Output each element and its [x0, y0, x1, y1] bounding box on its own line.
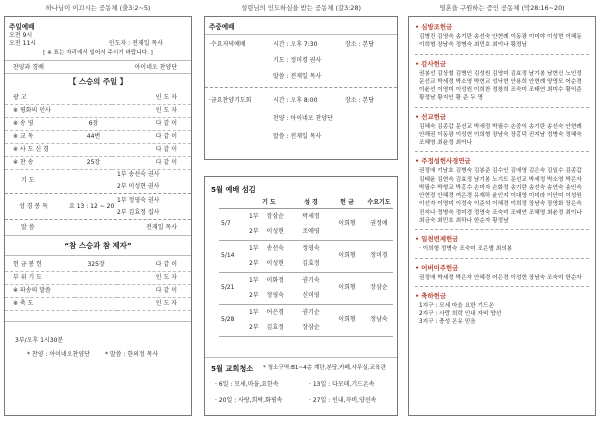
offering-section-names: · 이희형 정병숙 조숙미 조은별 최의봉 — [419, 246, 513, 253]
may-bible-1: 정영숙 — [302, 244, 320, 252]
may-date: 5/21 — [219, 272, 245, 304]
may-part: 2부 — [249, 260, 259, 267]
weekday-title: 주중예배 — [209, 23, 235, 31]
may-prayer-1: 송선숙 — [266, 244, 284, 252]
offering-section-names: 권정애 기남호 김병숙 김봉준 김수인 김애영 김은숙 김일수 김종갑 김태윤 김현숙 김효정 남기봉 노기도 문선교 박세정 박소영 박은자 박필수 박형교 박홍수 손미자 손화정 송기란 송선숙 송연숙 송인숙 안현정 안혜경 여은경 유재하 윤인지 이대영 이미라 이안미 이성원 이선자 이영미 이정숙 이준석 이혜경 이희정 장남숙 장영화 장은숙 진지나 정병숙 정미경 정영숙 조숙미 조태연 조혜영 최윤정 최이나 최금숙 최민호 최하나 한순자 황정남 — [419, 168, 582, 224]
wed-word: 말씀 : 전재일 목사 — [273, 73, 322, 80]
may-part: 1부 — [249, 212, 259, 220]
cleaning-row-2b: · 27일 : 인내,자비,양선속 — [309, 397, 377, 404]
fri-place: 장소 : 본당 — [345, 97, 375, 104]
offering-section — [415, 235, 589, 258]
service-leader: 인도자 : 전재일 목사 — [108, 40, 163, 47]
may-header-wed: 수요기도 — [367, 198, 391, 206]
order-item-leader: 인 도 자 — [112, 91, 191, 104]
may-prayer-2: 이성현 — [266, 228, 284, 235]
order-item-number — [75, 297, 117, 310]
may-part: 2부 — [249, 292, 259, 299]
offering-section-names: 김병진 김영숙 송기란 송선숙 안현례 이동광 이미야 이성현 이혜동 이희형 장남숙 정병숙 최민호 최이나 황정님 — [419, 34, 582, 49]
sermon-sunday-title: 【 스승의 주일 】 — [68, 77, 128, 86]
worship-order-box — [4, 16, 192, 416]
fri-praise: 찬양 : 아이네오 찬양단 — [273, 115, 333, 122]
order-item-number — [75, 104, 112, 117]
stand-notice: [ ※ 표는 자리에서 일어서 주시기 바랍니다. ] — [43, 50, 153, 56]
may-row — [219, 208, 393, 224]
order-item-leader: 인 도 자 — [112, 104, 191, 117]
order-row — [5, 297, 191, 310]
may-prayer-1: 어은경 — [266, 308, 284, 316]
may-bible-1: 박세정 — [302, 212, 320, 220]
offering-section — [415, 23, 589, 55]
may-prayer-1: 장삼순 — [266, 212, 284, 220]
order-item-number — [75, 143, 112, 156]
wed-place: 장소 : 본당 — [345, 41, 375, 48]
order-row — [5, 117, 191, 130]
may-prayer-2: 정영숙 — [266, 292, 284, 299]
offering-section — [415, 157, 589, 230]
may-row — [219, 304, 393, 320]
offering-section-title: • 심방조헌금 — [415, 23, 453, 31]
prayer-2: 2부 이성현 권사 — [117, 183, 160, 190]
order-row — [5, 104, 191, 117]
order-item-leader: 다 같 이 — [112, 143, 191, 156]
order-item-label: ※ 평화의 인사 — [5, 104, 75, 117]
may-date: 5/14 — [219, 240, 245, 272]
weekday-box — [204, 16, 398, 160]
may-part: 2부 — [249, 324, 259, 331]
order-item-label: ※ 교 독 — [5, 130, 75, 143]
offering-section — [415, 113, 589, 153]
order-item-label: ※ 송 영 — [5, 117, 75, 130]
bible-reading-label: 성 경 봉 독 — [19, 203, 48, 210]
may-service-title: 5월 예배 섬김 — [211, 185, 256, 194]
third-service-praise: * 찬양 : 아이네오찬양단 — [27, 351, 90, 358]
order-item-leader: 다 같 이 — [112, 117, 191, 130]
may-bible-1: 권기순 — [302, 308, 320, 316]
service-title: 주일예배 — [9, 23, 35, 31]
column-header: 성령님의 인도하심을 받는 공동체 (갈3:28) — [240, 4, 362, 12]
may-bible-2: 신미영 — [302, 292, 320, 299]
order-item-label: ※ 찬 송 — [5, 156, 75, 169]
may-prayer-2: 김효정 — [266, 324, 284, 331]
may-bible-2: 조애영 — [302, 228, 320, 235]
offering-section-names: 권정애 박세정 박은자 안혜경 어은경 이성현 장남숙 조숙미 한순자 — [419, 274, 582, 281]
sermon-preacher: 전재일 목사 — [146, 224, 177, 231]
offering-section — [415, 60, 589, 108]
may-date: 5/28 — [219, 304, 245, 336]
order-item-label: 광 고 — [5, 91, 75, 104]
order-row — [5, 271, 191, 284]
fri-service-label: ·금요찬양기도회 — [209, 97, 252, 104]
wed-service-label: ·수요저녁예배 — [209, 41, 246, 48]
order-item-leader: 다 같 이 — [112, 156, 191, 169]
offering-section-title: • 어버이주헌금 — [415, 263, 459, 272]
offering-section-names: 권봉선 김상철 김병인 김성원 김영미 김효정 남기봉 남현신 노인정 문선교 박세정 박소영 박현교 성낙현 안용희 안현례 양영모 어순경 이윤선 이영미 이성원 이희찬 정창희 조숙미 조태연 최미수 황익준 황정남 황지인 황 준 두 명 — [419, 70, 582, 102]
may-bible-2: 장삼순 — [302, 324, 320, 331]
order-item-number — [75, 271, 117, 284]
offering-section-title: • 선교헌금 — [415, 112, 447, 121]
order-item-leader: 인 도 자 — [117, 297, 191, 310]
may-wed-prayer: 정남숙 — [365, 304, 393, 336]
order-item-label: ※ 축 도 — [5, 297, 75, 310]
may-offering: 이희형 — [329, 272, 365, 304]
may-wed-prayer: 장삼순 — [365, 272, 393, 304]
column-header: 하나님이 이끄시는 공동체 (출3:2~5) — [45, 4, 151, 12]
cleaning-note: * 청소구역:B1~4층 계단,본당,카페,사무실,교육관 — [263, 365, 386, 371]
order-row — [5, 156, 191, 169]
offering-section — [415, 292, 589, 331]
may-offering: 이희형 — [329, 208, 365, 240]
third-service-time: 3부/오후 1시30분 — [15, 337, 64, 344]
may-row — [219, 240, 393, 256]
may-bible-1: 권기숙 — [302, 276, 320, 284]
wed-time: 시간 : 오후 7:30 — [273, 41, 318, 48]
offering-section-title: • 감사헌금 — [415, 59, 447, 68]
service-time-2: 오전 11시 — [9, 40, 36, 47]
cleaning-row-1b: · 13일 : 다모데,기드온속 — [309, 381, 375, 388]
may-bible-2: 김효정 — [302, 260, 320, 267]
wed-prayer: 기도 : 정미경 권사 — [273, 57, 322, 64]
cleaning-row-1a: · 6일 : 모세,마을,요한속 — [215, 381, 279, 388]
order-row — [5, 91, 191, 104]
third-service-sermon: * 말씀 : 한의정 목사 — [105, 351, 159, 358]
fri-time: 시간 : 오후 8:00 — [273, 97, 318, 104]
order-item-number — [75, 91, 112, 104]
order-rows-1 — [5, 91, 191, 170]
bible-reader-1: 1부 정영숙 권사 — [117, 197, 160, 204]
may-prayer-1: 이화정 — [266, 276, 284, 284]
may-offering: 이희형 — [329, 240, 365, 272]
cleaning-row-2a: · 20일 : 사랑,희락,화평속 — [215, 397, 283, 404]
bible-reader-2: 2부 김효정 집사 — [117, 209, 160, 216]
may-service-box — [204, 176, 398, 416]
order-item-label: ※ 파송의 말씀 — [5, 284, 75, 297]
offering-section — [415, 264, 589, 287]
may-part: 1부 — [249, 308, 259, 316]
sermon-title: “참 스승과 참 제자” — [64, 241, 132, 250]
order-item-label: 헌 금 봉 헌 — [5, 258, 75, 271]
may-wed-prayer: 권정애 — [365, 208, 393, 240]
order-item-label: ※ 사 도 신 경 — [5, 143, 75, 156]
order-item-leader: 인 도 자 — [117, 271, 191, 284]
column-header: 영혼을 구원하는 증인 공동체 (막28:16~20) — [439, 4, 565, 12]
offering-section-title: • 주정성헌사경연금 — [415, 157, 471, 166]
may-header-prayer: 기 도 — [262, 198, 276, 206]
may-wed-prayer: 정미경 — [365, 240, 393, 272]
order-item-number: 6장 — [75, 117, 112, 130]
order-row — [5, 143, 191, 156]
may-row — [219, 272, 393, 288]
prayer-label: 기 도 — [21, 177, 35, 184]
order-item-number: 25장 — [75, 156, 112, 169]
offering-box — [408, 16, 596, 416]
may-date: 5/7 — [219, 208, 245, 240]
weekday-column — [204, 0, 398, 424]
may-part: 1부 — [249, 276, 259, 284]
cleaning-title: 5월 교회청소 — [211, 364, 254, 373]
may-header-offering: 헌 금 — [340, 198, 354, 206]
order-praise-leader: 아이네오 찬양단 — [134, 64, 177, 71]
order-row — [5, 130, 191, 143]
order-item-leader: 다 같 이 — [117, 258, 191, 271]
sermon-label: 말 씀 — [21, 224, 35, 231]
may-service-table — [219, 197, 393, 337]
offering-column — [408, 0, 596, 424]
order-item-leader: 다 같 이 — [112, 130, 191, 143]
offering-section-title: • 일천번제헌금 — [415, 235, 459, 244]
order-of-worship-column — [4, 0, 192, 424]
may-part: 1부 — [249, 244, 259, 252]
bible-reference: 요 13 : 12 ~ 20 — [69, 203, 115, 210]
fri-word: 말씀 : 전재일 목사 — [273, 133, 322, 140]
order-rows-2 — [5, 258, 191, 311]
may-part: 2부 — [249, 228, 259, 235]
order-item-number: 44번 — [75, 130, 112, 143]
prayer-1: 1부 송선숙 권사 — [117, 171, 160, 178]
service-time-1: 오전 9시 — [9, 32, 33, 39]
order-item-number: 325장 — [75, 258, 117, 271]
may-offering: 이희형 — [329, 304, 365, 336]
order-row — [5, 284, 191, 297]
offering-section-names: 김혜숙 김종갑 문선교 박세정 박필수 손중익 송기란 송선숙 안현례 안해권 이동광 이성현 이희형 장남숙 장홍덕 진지남 정병숙 정혜숙 조혜영 최윤정 최이나 — [419, 123, 582, 147]
order-item-label: 부 위 기 도 — [5, 271, 75, 284]
offering-section-names: 1지구 : 모세 마을 요한 기드온 2지구 : 사랑 희락 인내 자비 양선 3지구 : 충성 온유 믿음 — [419, 302, 502, 326]
may-header-bible: 성 경 — [304, 198, 318, 206]
may-prayer-2: 이성현 — [266, 260, 284, 267]
offering-section-title: • 축하헌금 — [415, 291, 447, 300]
order-item-number — [75, 284, 117, 297]
order-row — [5, 258, 191, 271]
order-praise-label: 찬양과 경배 — [13, 64, 44, 71]
order-item-leader: 다 같 이 — [117, 284, 191, 297]
